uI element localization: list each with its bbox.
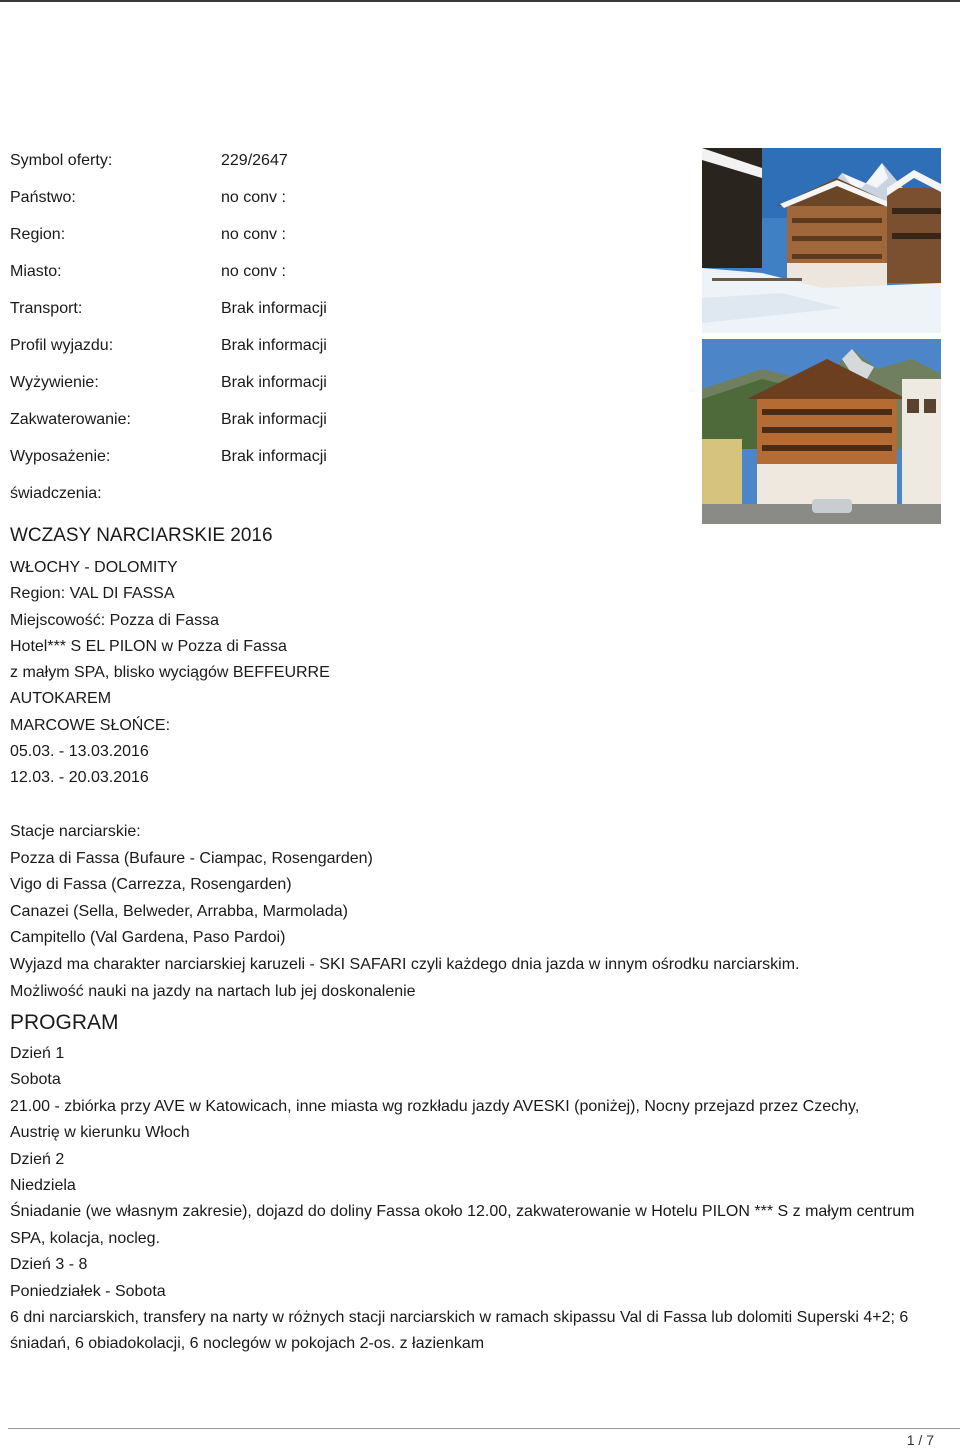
- program-title: PROGRAM: [10, 1011, 119, 1034]
- intro-line: Region: VAL DI FASSA: [10, 585, 175, 603]
- day-title: Dzień 2: [10, 1150, 65, 1168]
- spec-label: Miasto:: [10, 263, 62, 280]
- ski-stations: [10, 819, 960, 1005]
- hotel-photo-winter: [702, 148, 941, 333]
- stations-line: Wyjazd ma charakter narciarskiej karuzeli - SKI SAFARI czyli każdego dnia jazda w innym ośrodku narciarskim.: [10, 955, 800, 973]
- intro-line: WŁOCHY - DOLOMITY: [10, 559, 178, 576]
- stations-line: Canazei (Sella, Belweder, Arrabba, Marmolada): [10, 902, 348, 920]
- intro-line: AUTOKAREM: [10, 690, 112, 708]
- stations-line: Możliwość nauki na jazdy na nartach lub jej doskonalenie: [10, 982, 416, 1000]
- spec-value: no conv :: [221, 263, 286, 280]
- page-number: 1 / 7: [906, 1432, 934, 1448]
- day-title: Dzień 3 - 8: [10, 1256, 88, 1274]
- day-weekday: Poniedziałek - Sobota: [10, 1282, 166, 1300]
- intro-line: z małym SPA, blisko wyciągów BEFFEURRE: [10, 664, 330, 682]
- spec-label: Transport:: [10, 300, 83, 317]
- day-weekday: Niedziela: [10, 1177, 76, 1195]
- offer-spec-table: [10, 148, 670, 518]
- intro-line: 12.03. - 20.03.2016: [10, 769, 149, 787]
- spec-value: Brak informacji: [221, 411, 327, 428]
- spec-label: Profil wyjazdu:: [10, 337, 114, 354]
- day-description: śniadań, 6 obiadokolacji, 6 noclegów w pokojach 2-os. z łazienkam: [10, 1335, 485, 1353]
- spec-label: Wyposażenie:: [10, 448, 111, 465]
- spec-row-equipment: [10, 444, 670, 481]
- day-weekday: Sobota: [10, 1071, 61, 1089]
- top-rule: [0, 0, 960, 2]
- spec-value: no conv :: [221, 226, 286, 243]
- day-description: SPA, kolacja, nocleg.: [10, 1229, 161, 1247]
- spec-value: 229/2647: [221, 152, 288, 169]
- footer-rule: [8, 1428, 960, 1429]
- day-title: Dzień 1: [10, 1045, 65, 1062]
- intro-line: 05.03. - 13.03.2016: [10, 743, 149, 761]
- stations-line: Campitello (Val Gardena, Paso Pardoi): [10, 929, 286, 947]
- program-schedule: [10, 1041, 960, 1358]
- spec-row-profile: [10, 333, 670, 370]
- intro-line: Miejscowość: Pozza di Fassa: [10, 611, 219, 629]
- hotel-photo-summer: [702, 339, 941, 524]
- intro-line: Hotel*** S EL PILON w Pozza di Fassa: [10, 637, 287, 655]
- spec-value: Brak informacji: [221, 337, 327, 354]
- spec-label: Wyżywienie:: [10, 374, 99, 391]
- offer-heading: WCZASY NARCIARSKIE 2016: [10, 525, 273, 546]
- spec-label: Zakwaterowanie:: [10, 411, 131, 428]
- offer-intro: [10, 555, 330, 792]
- spec-value: Brak informacji: [221, 300, 327, 317]
- stations-line: Vigo di Fassa (Carrezza, Rosengarden): [10, 876, 292, 894]
- spec-value: Brak informacji: [221, 374, 327, 391]
- spec-row-region: [10, 222, 670, 259]
- spec-row-symbol: [10, 148, 670, 185]
- spec-label: Symbol oferty:: [10, 152, 113, 169]
- stations-line: Pozza di Fassa (Bufaure - Ciampac, Rosengarden): [10, 849, 373, 867]
- spec-row-country: [10, 185, 670, 222]
- spec-label: Państwo:: [10, 189, 76, 206]
- spec-row-accommodation: [10, 407, 670, 444]
- spec-label: świadczenia:: [10, 485, 102, 502]
- spec-row-transport: [10, 296, 670, 333]
- spec-value: Brak informacji: [221, 448, 327, 465]
- spec-row-city: [10, 259, 670, 296]
- spec-row-board: [10, 370, 670, 407]
- day-description: 21.00 - zbiórka przy AVE w Katowicach, inne miasta wg rozkładu jazdy AVESKI (poniżej), Nocny przejazd przez Czechy,: [10, 1097, 860, 1115]
- intro-line: MARCOWE SŁOŃCE:: [10, 716, 171, 734]
- day-description: Śniadanie (we własnym zakresie), dojazd do doliny Fassa około 12.00, zakwaterowanie w Hotelu PILON *** S z małym centrum: [10, 1203, 915, 1221]
- spec-value: no conv :: [221, 189, 286, 206]
- hotel-photos: [702, 148, 941, 530]
- day-description: Austrię w kierunku Włoch: [10, 1124, 190, 1142]
- day-description: 6 dni narciarskich, transfery na narty w różnych stacji narciarskich w ramach skipassu Val di Fassa lub dolomiti Superski 4+2; 6: [10, 1309, 909, 1327]
- stations-line: Stacje narciarskie:: [10, 823, 141, 840]
- spec-row-services: [10, 481, 670, 518]
- spec-label: Region:: [10, 226, 66, 243]
